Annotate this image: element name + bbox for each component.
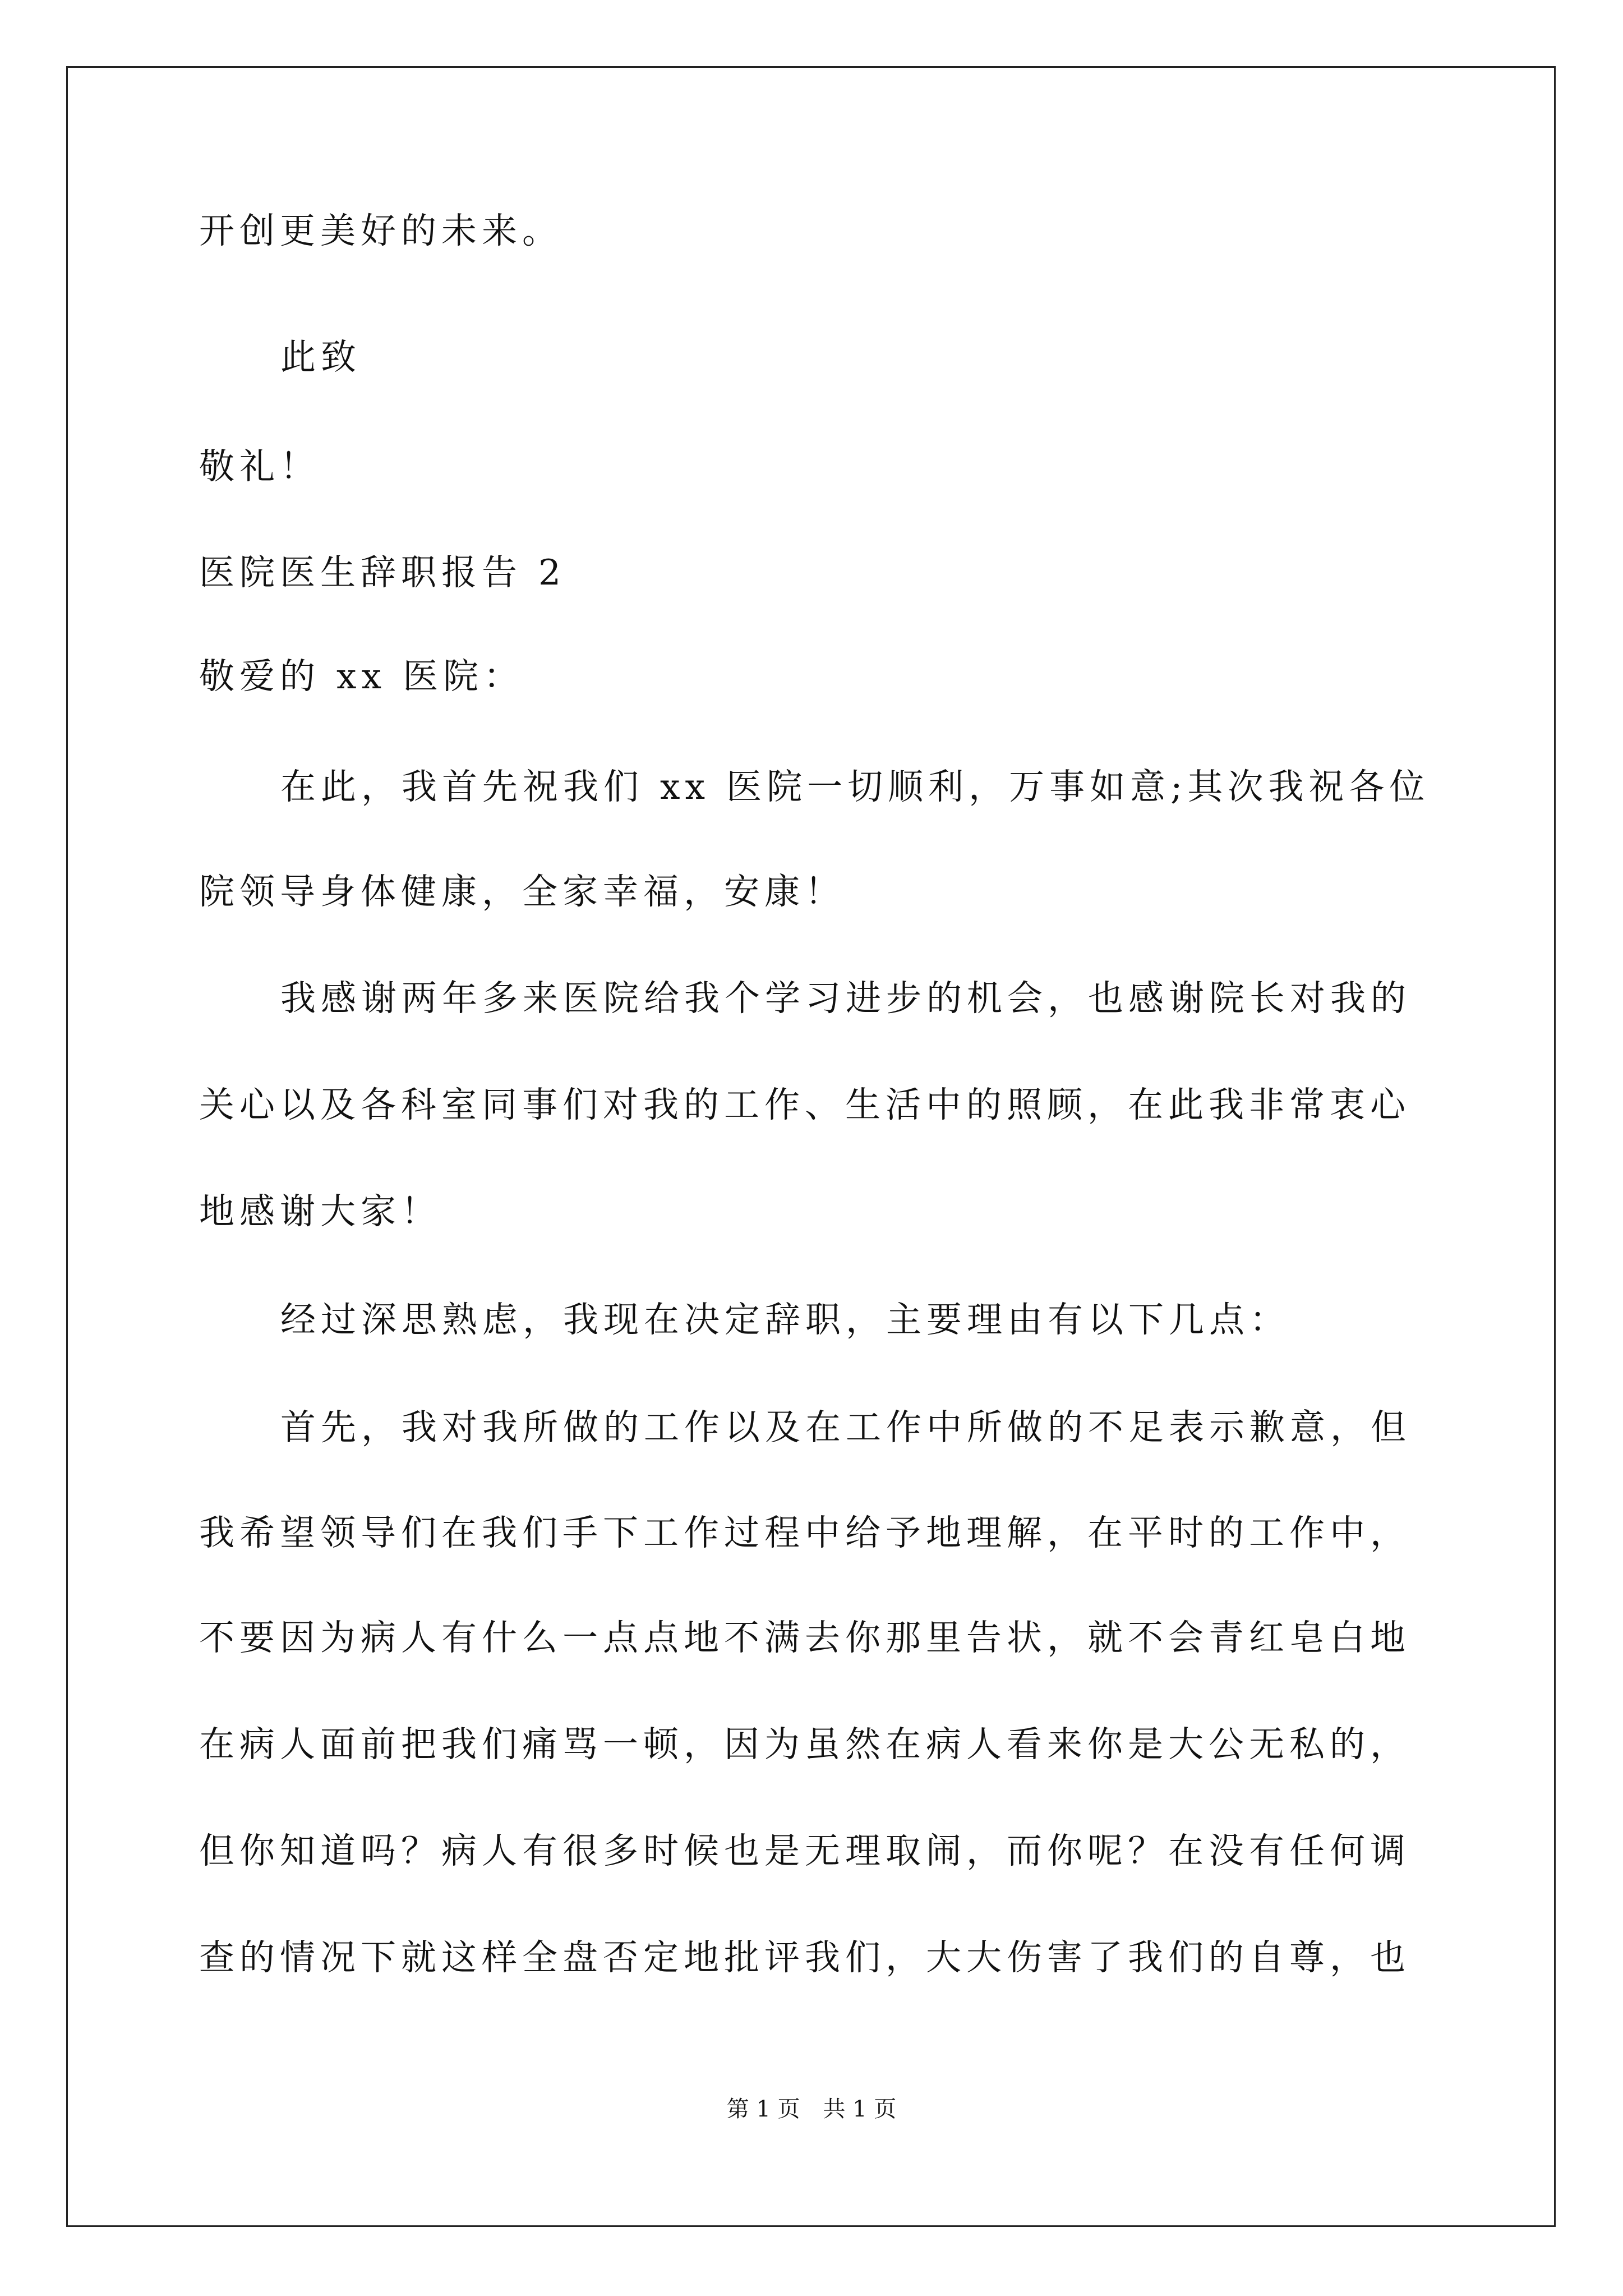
page-total: 共 1 页 [823,2096,897,2122]
text-line: 院领导身体健康，全家幸福，安康！ [199,871,845,912]
text-line: 我希望领导们在我们手下工作过程中给予地理解，在平时的工作中， [199,1512,1410,1553]
page-number: 第 1 页 [726,2096,800,2122]
text-line: 在病人面前把我们痛骂一顿，因为虽然在病人看来你是大公无私的， [199,1724,1410,1765]
section-title: 医院医生辞职报告 2 [199,552,566,593]
text-line: 首先，我对我所做的工作以及在工作中所做的不足表示歉意，但 [280,1407,1411,1448]
page-border [66,66,1556,2227]
text-line: 地感谢大家！ [199,1191,441,1232]
text-line: 查的情况下就这样全盘否定地批评我们，大大伤害了我们的自尊，也 [199,1937,1410,1978]
text-line: 开创更美好的未来。 [199,210,562,251]
text-line-salutation: 此致 [280,337,361,378]
text-line: 关心以及各科室同事们对我的工作、生活中的照顾，在此我非常衷心 [199,1084,1410,1125]
text-line-closing: 敬礼！ [199,446,320,487]
page-footer [0,2095,1623,2123]
text-line: 经过深思熟虑，我现在决定辞职，主要理由有以下几点： [280,1299,1290,1340]
text-line: 我感谢两年多来医院给我个学习进步的机会，也感谢院长对我的 [280,978,1411,1019]
text-line: 在此，我首先祝我们 xx 医院一切顺利，万事如意;其次我祝各位 [280,766,1430,807]
text-line: 但你知道吗？病人有很多时候也是无理取闹，而你呢？在没有任何调 [199,1830,1410,1871]
text-line: 不要因为病人有什么一点点地不满去你那里告状，就不会青红皂白地 [199,1617,1410,1658]
text-line-greeting: 敬爱的 xx 医院： [199,656,524,697]
